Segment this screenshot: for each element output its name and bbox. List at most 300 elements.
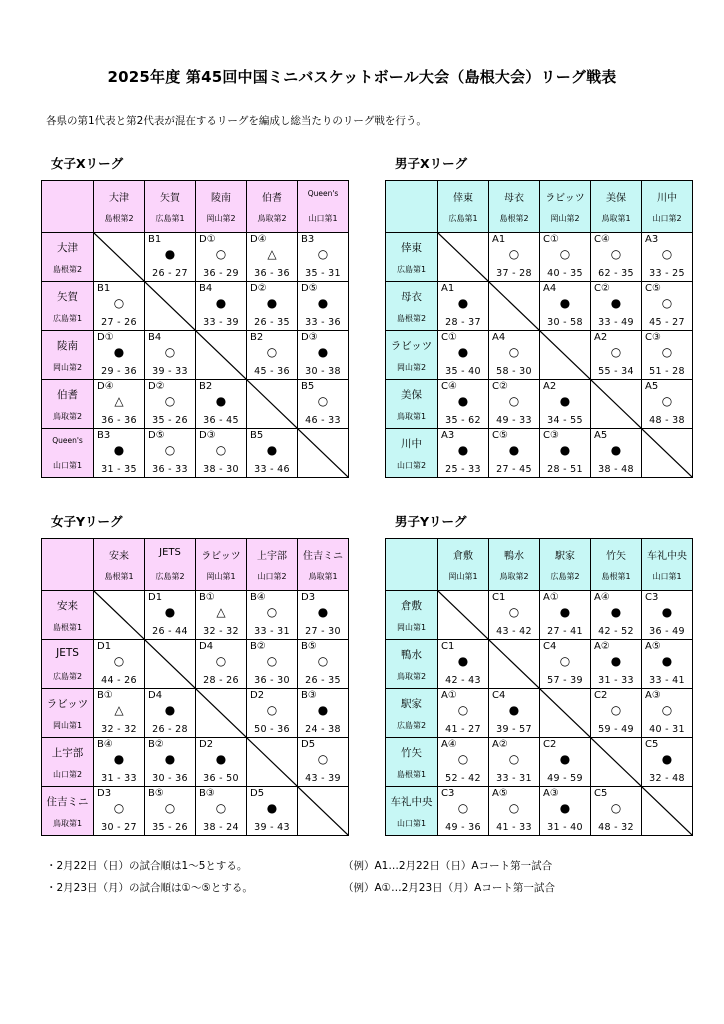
result-mark: ● bbox=[215, 752, 227, 766]
row-header bbox=[386, 233, 438, 282]
match-code: B② bbox=[250, 641, 266, 652]
match-score: 30 - 36 bbox=[152, 773, 188, 784]
match-score: 36 - 36 bbox=[101, 415, 137, 426]
league-boys-x bbox=[385, 156, 685, 478]
team-name: 矢賀 bbox=[57, 291, 78, 303]
match-code: A3 bbox=[441, 430, 455, 441]
row-header bbox=[42, 738, 94, 787]
table-row bbox=[386, 429, 693, 478]
league-name: 男子Yリーグ bbox=[395, 514, 467, 529]
column-header bbox=[247, 539, 298, 591]
match-cell bbox=[247, 429, 298, 478]
match-code: D4 bbox=[148, 690, 163, 701]
row-header bbox=[42, 689, 94, 738]
match-code: B⑤ bbox=[301, 641, 317, 652]
match-code: D② bbox=[250, 283, 267, 294]
result-mark: ● bbox=[559, 801, 571, 815]
match-cell bbox=[247, 233, 298, 282]
match-code: B3 bbox=[97, 430, 111, 441]
team-name: 倖東 bbox=[453, 193, 473, 204]
match-cell bbox=[438, 787, 489, 836]
match-code: A4 bbox=[543, 283, 557, 294]
match-cell bbox=[145, 591, 196, 640]
match-score: 32 - 32 bbox=[203, 626, 239, 637]
column-header bbox=[145, 539, 196, 591]
column-header bbox=[642, 181, 693, 233]
diagonal-line bbox=[94, 591, 144, 639]
match-score: 26 - 28 bbox=[152, 724, 188, 735]
result-mark: ○ bbox=[508, 394, 520, 408]
table-row bbox=[42, 787, 349, 836]
team-pref: 鳥取第1 bbox=[52, 819, 83, 828]
diagonal-cell bbox=[145, 282, 196, 331]
result-mark: ○ bbox=[457, 703, 469, 717]
team-pref: 山口第2 bbox=[52, 770, 83, 779]
league-name: 男子Xリーグ bbox=[395, 156, 468, 171]
result-mark: ● bbox=[610, 296, 622, 310]
match-cell bbox=[642, 591, 693, 640]
row-header bbox=[386, 591, 438, 640]
team-pref: 島根第2 bbox=[52, 265, 83, 274]
team-pref: 岡山第1 bbox=[396, 623, 427, 632]
diagonal-line bbox=[642, 787, 692, 835]
team-name: 伯耆 bbox=[57, 389, 78, 401]
team-pref: 広島第2 bbox=[396, 721, 427, 730]
team-pref: 島根第1 bbox=[396, 770, 427, 779]
team-name: 川中 bbox=[657, 193, 677, 204]
row-header bbox=[42, 591, 94, 640]
match-score: 49 - 59 bbox=[547, 773, 583, 784]
result-mark: ○ bbox=[164, 345, 176, 359]
match-cell bbox=[145, 689, 196, 738]
result-mark: ○ bbox=[661, 345, 673, 359]
result-mark: ○ bbox=[113, 801, 125, 815]
match-code: D1 bbox=[148, 592, 163, 603]
diagonal-line bbox=[145, 282, 195, 330]
match-score: 45 - 36 bbox=[254, 366, 290, 377]
team-name: ラビッツ bbox=[545, 193, 585, 204]
match-score: 35 - 26 bbox=[152, 415, 188, 426]
match-code: C1 bbox=[492, 592, 506, 603]
result-mark: ● bbox=[317, 703, 329, 717]
match-cell bbox=[591, 282, 642, 331]
match-cell bbox=[489, 689, 540, 738]
result-mark: ○ bbox=[215, 443, 227, 457]
team-pref: 山口第1 bbox=[308, 214, 338, 223]
match-cell bbox=[642, 282, 693, 331]
diagonal-cell bbox=[642, 429, 693, 478]
league-girls-x bbox=[41, 156, 341, 478]
team-name: 上宇部 bbox=[257, 551, 287, 562]
team-pref: 山口第1 bbox=[396, 819, 427, 828]
diagonal-cell bbox=[438, 591, 489, 640]
match-score: 27 - 45 bbox=[496, 464, 532, 475]
team-name: 倖東 bbox=[401, 242, 422, 254]
match-score: 26 - 35 bbox=[305, 675, 341, 686]
match-cell bbox=[642, 738, 693, 787]
team-name: Queen's bbox=[307, 189, 339, 198]
table-row bbox=[386, 380, 693, 429]
team-name: 鴨水 bbox=[401, 649, 422, 661]
table-row bbox=[386, 591, 693, 640]
match-score: 33 - 39 bbox=[203, 317, 239, 328]
table-row bbox=[386, 233, 693, 282]
match-score: 51 - 28 bbox=[649, 366, 685, 377]
league-girls-y bbox=[41, 514, 343, 836]
team-name: 母衣 bbox=[401, 291, 422, 303]
match-score: 58 - 30 bbox=[496, 366, 532, 377]
match-cell bbox=[145, 738, 196, 787]
team-pref: 岡山第1 bbox=[448, 572, 478, 581]
match-cell bbox=[247, 640, 298, 689]
match-cell bbox=[438, 429, 489, 478]
result-mark: ● bbox=[610, 654, 622, 668]
match-cell bbox=[94, 380, 145, 429]
match-score: 36 - 49 bbox=[649, 626, 685, 637]
diagonal-cell bbox=[94, 233, 145, 282]
result-mark: ○ bbox=[266, 605, 278, 619]
match-code: C③ bbox=[543, 430, 559, 441]
column-header bbox=[196, 181, 247, 233]
result-mark: ● bbox=[559, 443, 571, 457]
diagonal-line bbox=[247, 380, 297, 428]
team-pref: 鳥取第1 bbox=[396, 412, 427, 421]
match-code: C④ bbox=[441, 381, 457, 392]
column-header bbox=[540, 181, 591, 233]
match-score: 28 - 51 bbox=[547, 464, 583, 475]
match-score: 33 - 49 bbox=[598, 317, 634, 328]
match-cell bbox=[438, 689, 489, 738]
match-cell bbox=[489, 738, 540, 787]
team-name: 车礼中央 bbox=[647, 551, 687, 562]
match-score: 57 - 39 bbox=[547, 675, 583, 686]
match-cell bbox=[94, 429, 145, 478]
match-cell bbox=[591, 787, 642, 836]
match-cell bbox=[298, 331, 349, 380]
column-header bbox=[438, 181, 489, 233]
match-score: 35 - 62 bbox=[445, 415, 481, 426]
match-score: 46 - 33 bbox=[305, 415, 341, 426]
match-cell bbox=[298, 591, 349, 640]
result-mark: ● bbox=[661, 654, 673, 668]
match-code: C⑤ bbox=[645, 283, 661, 294]
result-mark: ○ bbox=[317, 752, 329, 766]
team-pref: 山口第2 bbox=[396, 461, 427, 470]
match-cell bbox=[489, 380, 540, 429]
match-code: D② bbox=[148, 381, 165, 392]
match-score: 39 - 33 bbox=[152, 366, 188, 377]
team-name: 伯耆 bbox=[262, 193, 282, 204]
team-name: 川中 bbox=[401, 438, 422, 450]
match-code: C3 bbox=[441, 788, 455, 799]
result-mark: ● bbox=[457, 654, 469, 668]
team-name: 竹矢 bbox=[606, 551, 626, 562]
result-mark: ● bbox=[266, 296, 278, 310]
match-code: D5 bbox=[250, 788, 265, 799]
result-mark: ● bbox=[215, 296, 227, 310]
match-cell bbox=[145, 233, 196, 282]
row-header bbox=[42, 380, 94, 429]
result-mark: ○ bbox=[317, 654, 329, 668]
league-table bbox=[385, 180, 693, 478]
team-name: 陵南 bbox=[57, 340, 78, 352]
match-code: B⑤ bbox=[148, 788, 164, 799]
match-cell bbox=[196, 738, 247, 787]
match-cell bbox=[438, 331, 489, 380]
match-cell bbox=[438, 640, 489, 689]
match-score: 48 - 38 bbox=[649, 415, 685, 426]
team-name: 母衣 bbox=[504, 193, 524, 204]
row-header bbox=[386, 640, 438, 689]
match-code: B② bbox=[148, 739, 164, 750]
match-score: 62 - 35 bbox=[598, 268, 634, 279]
table-row bbox=[386, 331, 693, 380]
match-cell bbox=[540, 380, 591, 429]
match-cell bbox=[94, 640, 145, 689]
diagonal-line bbox=[145, 640, 195, 688]
match-score: 48 - 32 bbox=[598, 822, 634, 833]
table-row bbox=[386, 787, 693, 836]
team-pref: 島根第1 bbox=[601, 572, 631, 581]
diagonal-cell bbox=[489, 282, 540, 331]
match-score: 28 - 37 bbox=[445, 317, 481, 328]
match-score: 40 - 31 bbox=[649, 724, 685, 735]
match-code: B① bbox=[97, 690, 113, 701]
row-header bbox=[386, 738, 438, 787]
match-score: 32 - 32 bbox=[101, 724, 137, 735]
match-code: A⑤ bbox=[492, 788, 508, 799]
match-cell bbox=[591, 331, 642, 380]
result-mark: ● bbox=[457, 394, 469, 408]
match-score: 34 - 55 bbox=[547, 415, 583, 426]
match-score: 39 - 57 bbox=[496, 724, 532, 735]
row-header bbox=[386, 787, 438, 836]
team-pref: 鳥取第2 bbox=[257, 214, 287, 223]
team-pref: 島根第1 bbox=[52, 623, 83, 632]
match-cell bbox=[298, 640, 349, 689]
team-name: 车礼中央 bbox=[390, 796, 433, 808]
column-header bbox=[94, 539, 145, 591]
result-mark: ○ bbox=[113, 654, 125, 668]
match-code: D2 bbox=[199, 739, 214, 750]
match-cell bbox=[438, 738, 489, 787]
column-header bbox=[540, 539, 591, 591]
team-pref: 広島第2 bbox=[155, 572, 185, 581]
league-boys-y bbox=[385, 514, 687, 836]
diagonal-cell bbox=[247, 738, 298, 787]
result-mark: ○ bbox=[317, 247, 329, 261]
result-mark: ● bbox=[317, 296, 329, 310]
match-cell bbox=[94, 331, 145, 380]
match-cell bbox=[298, 380, 349, 429]
match-score: 45 - 27 bbox=[649, 317, 685, 328]
result-mark: ○ bbox=[559, 247, 571, 261]
match-cell bbox=[591, 640, 642, 689]
match-cell bbox=[196, 591, 247, 640]
table-row bbox=[42, 640, 349, 689]
table-row bbox=[42, 689, 349, 738]
team-pref: 鳥取第2 bbox=[499, 572, 529, 581]
team-name: 美保 bbox=[401, 389, 422, 401]
team-name: 住吉ミニ bbox=[303, 551, 343, 562]
schedule-notes bbox=[46, 855, 253, 899]
column-header bbox=[591, 181, 642, 233]
match-score: 36 - 30 bbox=[254, 675, 290, 686]
table-row bbox=[42, 331, 349, 380]
match-score: 35 - 40 bbox=[445, 366, 481, 377]
match-code: C1 bbox=[441, 641, 455, 652]
match-cell bbox=[247, 282, 298, 331]
match-cell bbox=[642, 331, 693, 380]
corner-cell bbox=[386, 181, 438, 233]
result-mark: △ bbox=[267, 247, 277, 261]
league-table bbox=[41, 180, 349, 478]
result-mark: ○ bbox=[661, 296, 673, 310]
result-mark: ● bbox=[164, 703, 176, 717]
match-code: D⑤ bbox=[148, 430, 165, 441]
team-pref: 山口第2 bbox=[652, 214, 682, 223]
column-header bbox=[591, 539, 642, 591]
result-mark: ● bbox=[610, 605, 622, 619]
result-mark: ● bbox=[164, 752, 176, 766]
result-mark: ○ bbox=[266, 703, 278, 717]
match-code: D① bbox=[97, 332, 114, 343]
match-cell bbox=[94, 787, 145, 836]
team-pref: 鳥取第2 bbox=[396, 672, 427, 681]
row-header bbox=[42, 233, 94, 282]
match-code: D⑤ bbox=[301, 283, 318, 294]
diagonal-cell bbox=[196, 689, 247, 738]
match-score: 39 - 43 bbox=[254, 822, 290, 833]
match-score: 40 - 35 bbox=[547, 268, 583, 279]
match-code: B5 bbox=[301, 381, 315, 392]
diagonal-line bbox=[540, 331, 590, 379]
corner-cell bbox=[42, 539, 94, 591]
match-score: 50 - 36 bbox=[254, 724, 290, 735]
table-row bbox=[386, 738, 693, 787]
match-cell bbox=[540, 233, 591, 282]
team-name: 安来 bbox=[57, 600, 78, 612]
diagonal-line bbox=[540, 689, 590, 737]
team-name: 竹矢 bbox=[401, 747, 422, 759]
result-mark: ● bbox=[113, 752, 125, 766]
match-code: C① bbox=[441, 332, 457, 343]
team-name: ラビッツ bbox=[390, 340, 433, 352]
result-mark: △ bbox=[114, 394, 124, 408]
match-code: D③ bbox=[199, 430, 216, 441]
team-name: 駅家 bbox=[555, 551, 575, 562]
match-code: C③ bbox=[645, 332, 661, 343]
match-cell bbox=[591, 429, 642, 478]
match-code: A5 bbox=[594, 430, 608, 441]
match-code: B2 bbox=[250, 332, 264, 343]
match-code: D3 bbox=[97, 788, 112, 799]
table-row bbox=[386, 640, 693, 689]
match-score: 25 - 33 bbox=[445, 464, 481, 475]
match-cell bbox=[196, 282, 247, 331]
team-pref: 岡山第2 bbox=[206, 214, 236, 223]
diagonal-cell bbox=[489, 640, 540, 689]
team-pref: 広島第1 bbox=[155, 214, 185, 223]
row-header bbox=[42, 331, 94, 380]
diagonal-line bbox=[642, 429, 692, 477]
corner-cell bbox=[42, 181, 94, 233]
team-name: 美保 bbox=[606, 193, 626, 204]
diagonal-line bbox=[591, 380, 641, 428]
diagonal-cell bbox=[247, 380, 298, 429]
team-name: ラビッツ bbox=[201, 551, 241, 562]
match-score: 36 - 45 bbox=[203, 415, 239, 426]
result-mark: ● bbox=[266, 801, 278, 815]
result-mark: ○ bbox=[661, 703, 673, 717]
result-mark: ● bbox=[559, 394, 571, 408]
match-score: 33 - 41 bbox=[649, 675, 685, 686]
match-cell bbox=[94, 738, 145, 787]
match-score: 36 - 36 bbox=[254, 268, 290, 279]
result-mark: ● bbox=[661, 605, 673, 619]
match-code: A① bbox=[543, 592, 559, 603]
result-mark: ○ bbox=[215, 801, 227, 815]
diagonal-line bbox=[196, 331, 246, 379]
match-cell bbox=[145, 380, 196, 429]
match-code: C2 bbox=[594, 690, 608, 701]
match-cell bbox=[540, 591, 591, 640]
result-mark: ○ bbox=[215, 654, 227, 668]
match-code: A② bbox=[492, 739, 508, 750]
match-cell bbox=[298, 689, 349, 738]
match-cell bbox=[591, 591, 642, 640]
match-score: 30 - 38 bbox=[305, 366, 341, 377]
diagonal-cell bbox=[642, 787, 693, 836]
row-header bbox=[42, 282, 94, 331]
match-cell bbox=[642, 233, 693, 282]
result-mark: ○ bbox=[113, 296, 125, 310]
match-score: 43 - 39 bbox=[305, 773, 341, 784]
match-code: B③ bbox=[301, 690, 317, 701]
match-cell bbox=[145, 787, 196, 836]
row-header bbox=[386, 429, 438, 478]
match-cell bbox=[438, 282, 489, 331]
table-row bbox=[42, 738, 349, 787]
match-cell bbox=[145, 429, 196, 478]
team-pref: 鳥取第2 bbox=[52, 412, 83, 421]
result-mark: ● bbox=[113, 443, 125, 457]
match-score: 42 - 52 bbox=[598, 626, 634, 637]
result-mark: ● bbox=[610, 443, 622, 457]
column-header bbox=[196, 539, 247, 591]
match-cell bbox=[489, 331, 540, 380]
team-pref: 鳥取第1 bbox=[308, 572, 338, 581]
match-code: D④ bbox=[250, 234, 267, 245]
team-name: Queen's bbox=[52, 436, 83, 445]
result-mark: ○ bbox=[164, 443, 176, 457]
row-header bbox=[42, 640, 94, 689]
team-name: ラビッツ bbox=[46, 698, 89, 710]
match-code: A② bbox=[594, 641, 610, 652]
match-code: C4 bbox=[492, 690, 506, 701]
team-pref: 島根第2 bbox=[104, 214, 134, 223]
match-cell bbox=[298, 738, 349, 787]
table-row bbox=[42, 380, 349, 429]
match-score: 33 - 46 bbox=[254, 464, 290, 475]
match-score: 38 - 48 bbox=[598, 464, 634, 475]
result-mark: △ bbox=[216, 605, 226, 619]
result-mark: ○ bbox=[508, 801, 520, 815]
result-mark: ○ bbox=[457, 752, 469, 766]
column-header bbox=[489, 181, 540, 233]
corner-cell bbox=[386, 539, 438, 591]
match-cell bbox=[642, 689, 693, 738]
